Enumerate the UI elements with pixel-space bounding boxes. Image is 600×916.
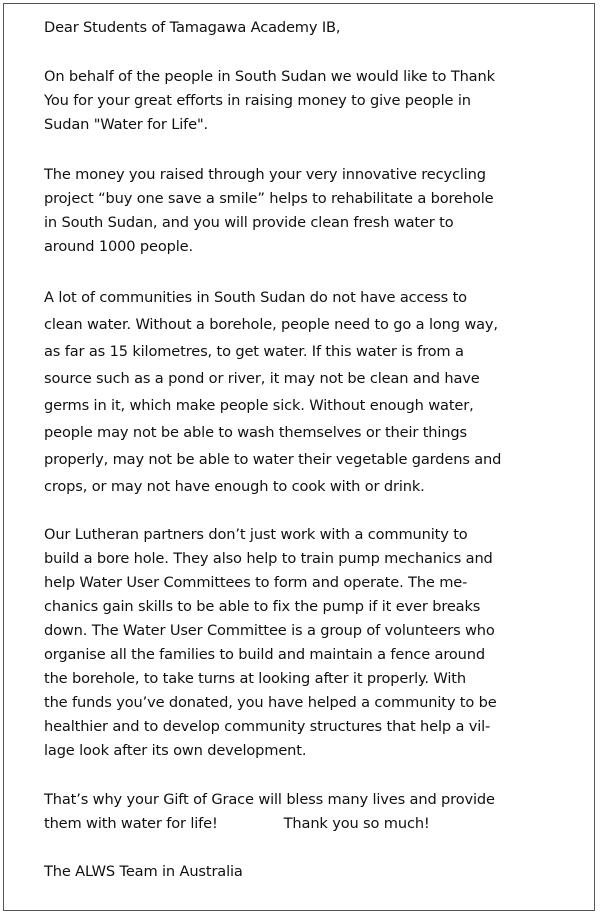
paragraph-3-line: A lot of communities in South Sudan do not have access to bbox=[44, 289, 467, 306]
paragraph-3-line: as far as 15 kilometres, to get water. If this water is from a bbox=[44, 343, 464, 360]
paragraph-2-line: The money you raised through your very innovative recycling bbox=[44, 166, 486, 183]
closing-row bbox=[44, 815, 430, 833]
paragraph-4-line: chanics gain skills to be able to fix the pump if it ever breaks bbox=[44, 598, 481, 615]
paragraph-1-line: Sudan "Water for Life". bbox=[44, 116, 209, 133]
paragraph-4-line: lage look after its own development. bbox=[44, 742, 307, 759]
paragraph-4-line: Our Lutheran partners don’t just work with a community to bbox=[44, 526, 468, 543]
paragraph-3-line: source such as a pond or river, it may not be clean and have bbox=[44, 370, 480, 387]
paragraph-4-line: the borehole, to take turns at looking after it properly. With bbox=[44, 670, 466, 687]
letter-page bbox=[3, 3, 595, 911]
paragraph-4-line: build a bore hole. They also help to train pump mechanics and bbox=[44, 550, 493, 567]
paragraph-4-line: help Water User Committees to form and operate. The me- bbox=[44, 574, 468, 591]
paragraph-5-line: them with water for life! bbox=[44, 815, 218, 832]
paragraph-2-line: around 1000 people. bbox=[44, 238, 193, 255]
paragraph-4-line: healthier and to develop community structures that help a vil- bbox=[44, 718, 491, 735]
paragraph-3-line: people may not be able to wash themselves or their things bbox=[44, 424, 467, 441]
paragraph-1-line: On behalf of the people in South Sudan we would like to Thank bbox=[44, 68, 495, 85]
paragraph-4-line: organise all the families to build and maintain a fence around bbox=[44, 646, 485, 663]
paragraph-3-line: clean water. Without a borehole, people need to go a long way, bbox=[44, 316, 498, 333]
paragraph-2-line: project “buy one save a smile” helps to rehabilitate a borehole bbox=[44, 190, 494, 207]
paragraph-3-line: germs in it, which make people sick. Without enough water, bbox=[44, 397, 474, 414]
paragraph-4-line: the funds you’ve donated, you have helped a community to be bbox=[44, 694, 497, 711]
thanks-text: Thank you so much! bbox=[283, 815, 430, 832]
paragraph-3-line: properly, may not be able to water their vegetable gardens and bbox=[44, 451, 502, 468]
signature: The ALWS Team in Australia bbox=[44, 863, 243, 880]
paragraph-4-line: down. The Water User Committee is a group of volunteers who bbox=[44, 622, 495, 639]
paragraph-1-line: You for your great efforts in raising money to give people in bbox=[44, 92, 471, 109]
paragraph-5-line: That’s why your Gift of Grace will bless many lives and provide bbox=[44, 791, 495, 808]
paragraph-3-line: crops, or may not have enough to cook with or drink. bbox=[44, 478, 425, 495]
paragraph-2-line: in South Sudan, and you will provide clean fresh water to bbox=[44, 214, 454, 231]
salutation: Dear Students of Tamagawa Academy IB, bbox=[44, 19, 341, 36]
